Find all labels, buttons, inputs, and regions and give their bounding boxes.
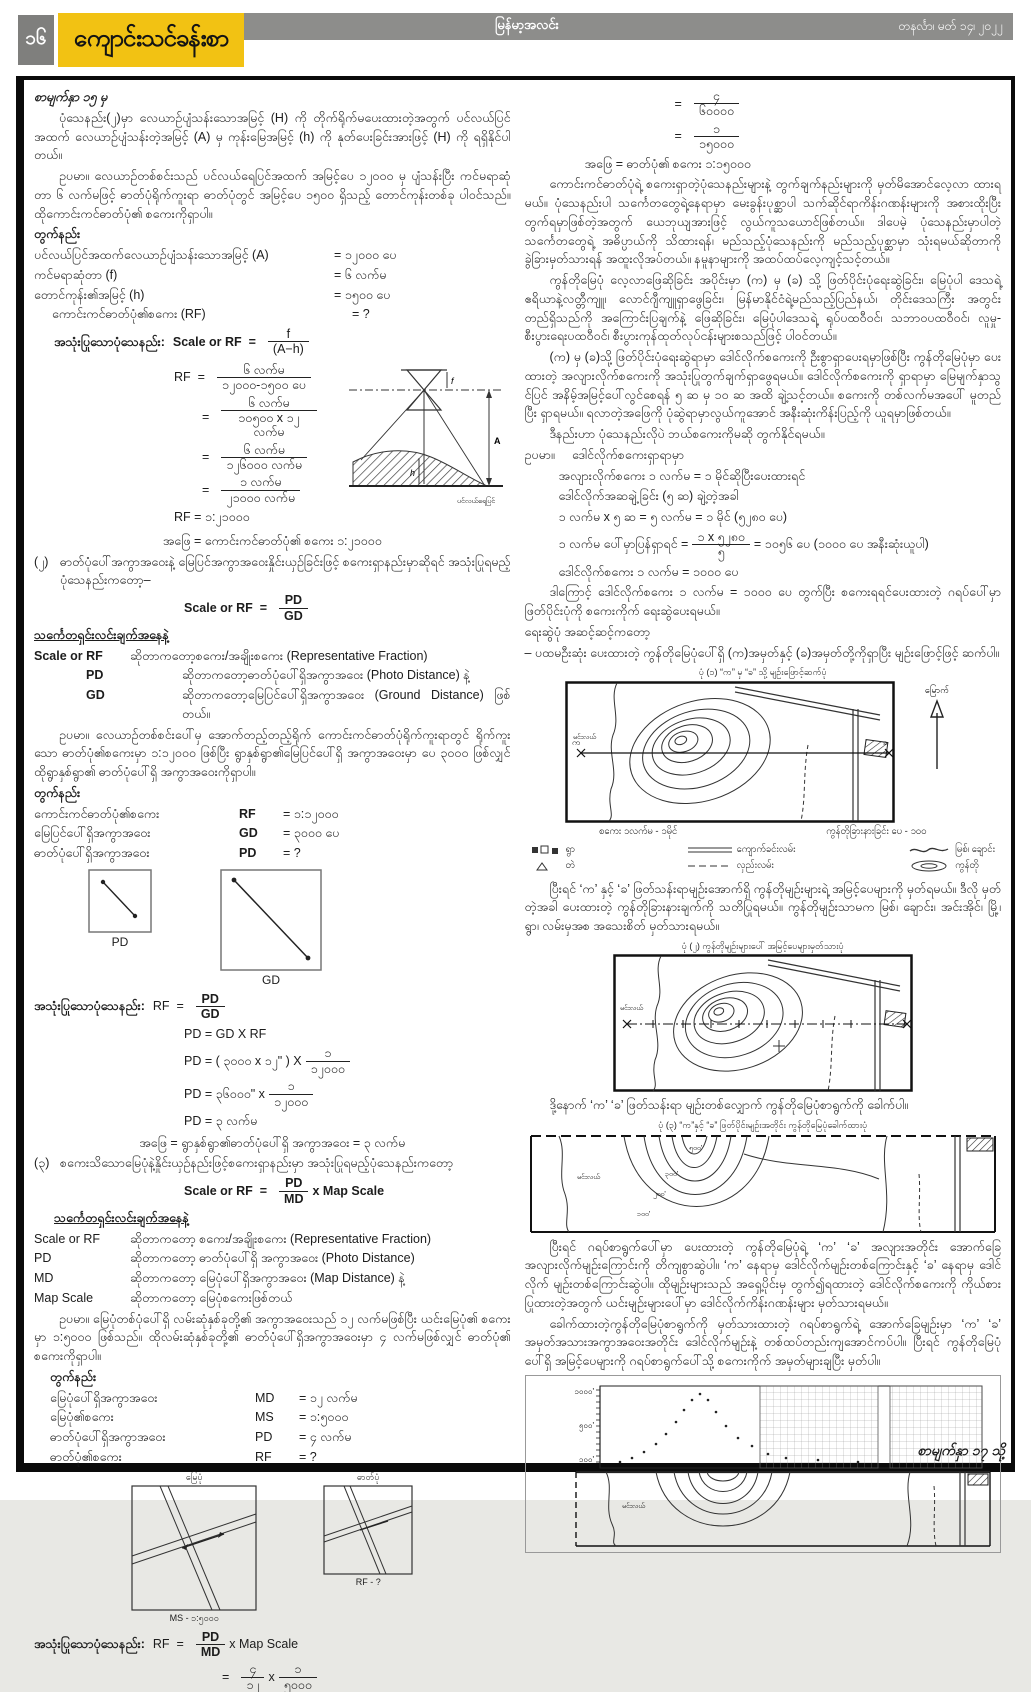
- paragraph: ဥပမာ။ လေယာဉ်တစ်စင်းသည် ပင်လယ်ရေပြင်အထက် အမြင့်ပေ ၁၂၀၀၀ မှ ပျံသန်းပြီး ကင်မရာဆုံတာ ၆ လက်မဖြင့် ဓာတ်ပုံရိုက်ကူးရာ ဓာတ်ပုံတွင် အမြင့်ပေ ၁၅၀၀ ရှိသည့် တောင်ကုန်းတစ်ခု ပါဝင်သည်။ ထိုကောင်းကင်ဓာတ်ပုံ၏ စကေးကိုရှာပါ။: [34, 169, 511, 221]
- equation-line: PD = ( ၃၀၀၀ x ၁၂" ) X $\frac{၁}{၁၂၀၀၀}$: [184, 1046, 511, 1076]
- method-heading: တွက်နည်း: [34, 785, 81, 800]
- equation-line: = $\frac{\text{၆ လက်မ}}{\text{၁၀၅၀၀ x ၁၂ လက်မ}}$: [202, 396, 321, 440]
- formula-line: အသုံးပြုသောပုံသေနည်း: RF = $\frac{PD}{GD}$: [34, 992, 511, 1022]
- photo-sketch-drawing: [322, 1484, 414, 1576]
- map-sketch: မြေပုံ MS - ၁:၅၀၀၀: [130, 1471, 258, 1626]
- contour-icon: [908, 860, 950, 872]
- answer-line: အဖြေ = ရွာနှစ်ရွာ၏ဓာတ်ပုံပေါ်ရှိ အကွာအဝေး = ၃ လက်မ: [139, 1135, 406, 1150]
- north-label: မြောက်: [924, 684, 949, 695]
- formula-line: Scale or RF = $\frac{PD}{MD}$ x Map Scale: [184, 1176, 385, 1206]
- given-row: ဓာတ်ပုံ၏စကေး RF = ?: [50, 1449, 317, 1464]
- map-scale-note: MS - ၁:၅၀၀၀: [169, 1613, 219, 1624]
- map-photo-sketches: [34, 1471, 511, 1626]
- paragraph: ကွန်တိုမြေပုံ လေ့လာဖြေဆိုခြင်း အပိုင်းမှာ (က) မှ (ခ) သို့ ဖြတ်ပိုင်းပုံရေးဆွဲခြင်း၊ မြေပုံပါ ဒေသရဲ့ ဧရိယာနဲ့လတ္တီကျူ၊ လောင်ဂျီကျူရှာဖွေခြင်း၊ မြန်မာနိုင်ငံရဲ့မည်သည့်ပြည်နယ်၊ တိုင်းဒေသကြီး အတွင်းတည်ရှိသည်ကို အကြောင်းပြချက်နဲ့ ဖြေဆိုခြင်း၊ မြေပုံပါဒေသရဲ့ ရုပ်ပထဝီဝင်၊ သဘာဝပထဝီဝင်၊ လူမှု-စီးပွားရေးပထဝီဝင်၊ စီးပွားကုန်ထုတ်လုပ်ငန်းများစသည်ဖြင့် ပါဝင်တယ်။: [524, 273, 1001, 344]
- contour-label: ၃၀၀': [664, 1170, 678, 1178]
- photo-distance-box: [88, 869, 152, 951]
- village-name-label: မင်းလယ်: [576, 1173, 600, 1181]
- figure-3: [525, 1119, 1002, 1234]
- given-row: ကောင်းကင်ဓာတ်ပုံ၏စကေး (RF) = ?: [52, 307, 370, 322]
- step-1: – ပထမဦးဆုံး ပေးထားတဲ့ ကွန်တိုမြေပုံပေါ်ရှိ (က)အမှတ်နှင့် (ခ)အမှတ်တို့ကိုရှာပြီး မျဉ်းဖြောင့်ဖြင့် ဆက်ပါ။: [524, 645, 1000, 660]
- paragraph: ဒါကြောင့် ဒေါင်လိုက်စကေး ၁ လက်မ = ၁၀၀၀ ပေ တွက်ပြီး စကေးရရင်ပေးထားတဲ့ ဂရပ်ပေါ်မှာ ဖြတ်ပိုင်းပုံကို စကေးကိုက် ရေးဆွဲပေးရမယ်။: [524, 585, 1001, 618]
- given-row: မြေပြင်ပေါ်ရှိအကွာအဝေး GD = ၃၀၀၀ ပေ: [34, 826, 340, 841]
- right-column: [524, 86, 1002, 1510]
- village-name-label: မင်းလယ်: [572, 733, 596, 741]
- figure-2-caption: ပုံ (၂) ကွန်တိုမျဉ်းများပေါ် အမြင့်ပေများမှတ်သားပုံ: [681, 940, 844, 951]
- hill-height-label: h: [409, 467, 415, 478]
- vscale-equation: ၁ လက်မ ပေါ်မှာပြန်ရှာရင် = $\frac{၁ x ၅၂၈၀}{၅}$ = ၁၀၅၆ ပေ (၁၀၀၀ ပေ အနီးဆုံးယူပါ): [558, 529, 929, 560]
- contour-label: ၁၀၀': [636, 1210, 650, 1218]
- contour-map-figure-2: [613, 954, 913, 1092]
- figure-1-legend: ရွာ တဲ ကျောက်ခင်းလမ်း လှည်းလမ်း မြစ်၊ ချောင်း ကွန်တို: [525, 841, 1002, 876]
- metalled-road-icon: [688, 846, 732, 854]
- elevation-label: ၅၀၀': [578, 1420, 594, 1430]
- gd-sketch: [220, 869, 322, 971]
- folded-contour-strip: [529, 1134, 997, 1234]
- contour-label: ၂၀၀': [652, 1190, 666, 1198]
- north-arrow: [913, 681, 961, 781]
- equation-line: = $\frac{\text{၁ လက်မ}}{\text{၂၁၀၀၀ လက်မ}}$: [202, 475, 321, 505]
- definition-row: Scale or RF ဆိုတာကတော့စကေး/အချိုးစကေး (Representative Fraction): [34, 648, 428, 663]
- village-name-label: မင်းလယ်: [621, 1502, 645, 1510]
- distance-boxes: [74, 869, 511, 989]
- fraction: $\frac{f}{(A-h)}$: [268, 327, 309, 357]
- page-number: ၁၆: [18, 15, 54, 65]
- left-column: [34, 86, 511, 1692]
- pd-sketch: [88, 869, 152, 933]
- vscale-line: ဒေါင်လိုက်စကေး ၁ လက်မ = ၁၀၀၀ ပေ: [558, 564, 739, 579]
- example-heading: ဥပမာ။ ဒေါင်လိုက်စကေးရှာရာမှာ: [524, 447, 685, 462]
- given-row: ကောင်းကင်ဓာတ်ပုံ၏စကေး RF = ၁:၁၂၀၀၀: [34, 806, 339, 821]
- section-2: (၂) ဓာတ်ပုံပေါ်အကွာအဝေးနဲ့ မြေပြင်အကွာအဝေးနှိုင်းယှဉ်ခြင်းဖြင့် စကေးရှာနည်းမှာဆိုရင် အသုံးပြုရမည့် ပုံသေနည်းကတော့–: [34, 554, 511, 588]
- example-paragraph: ဥပမာ။ မြေပုံတစ်ပုံပေါ်ရှိ လမ်းဆုံနှစ်ခုတို့၏ အကွာအဝေးသည် ၁၂ လက်မဖြစ်ပြီး ယင်းမြေပုံ၏ စကေးမှာ ၁:၅၀၀၀ ဖြစ်သည်။ ထိုလမ်းဆုံနှစ်ခုတို့၏ ဓာတ်ပုံပေါ်ရှိအကွာအဝေးမှာ ၄ လက်မဖြစ်လျှင် ဓာတ်ပုံ၏ စကေးကိုရှာပါ။: [34, 1311, 511, 1364]
- sea-level-label: ပင်လယ်ရေပြင်: [456, 497, 495, 505]
- continued-from: စာမျက်နှာ ၁၅ မှ: [34, 90, 108, 104]
- elevation-label: ၁၀၀၀': [574, 1386, 594, 1396]
- paragraph: (က) မှ (ခ)သို့ ဖြတ်ပိုင်းပုံရေးဆွဲရာမှာ ဒေါင်လိုက်စကေးကို ဦးစွာရှာပေးရမှာဖြစ်ပြီး ကွန်တိုမြေပုံမှာ ပေးထားတဲ့ အလျားလိုက်စကေးကို အသုံးပြုတွက်ချက်ရှာဖွေရမယ်။ ဒေါင်လိုက်စကေးကို ရှာရာမှာ မြေမျက်နှာသွင်ပြင် အနိမ့်အမြင့်ပေါ်လွင်စေရန် ၅ ဆ မှ ၁၀ ဆ အထိ ချဲ့သင့်တယ်။ စကေးကို တစ်လက်မအပေါ် မူတည်ပြီး ရှာရမယ်။ ရလာတဲ့အဖြေကို ပုံဆွဲရာမှာလွယ်ကူအောင် အနီးဆုံးကိန်းပြည့်ကို ယူရမှာဖြစ်တယ်။: [524, 350, 1001, 421]
- paragraph: ပုံသေနည်း(၂)မှာ လေယာဉ်ပျံသန်းသောအမြင့် (H) ကို တိုက်ရိုက်မပေးထားတဲ့အတွက် ပင်လယ်ပြင်အထက် လေယာဉ်ပျံသန်းတဲ့အမြင့် (A) မှ ကုန်းမြေအမြင့် (h) ကို နုတ်ပေးခြင်းအားဖြင့် (H) ကို ရရှိနိုင်ပါတယ်။: [34, 110, 511, 163]
- definition-row: MD ဆိုတာကတော့ မြေပုံပေါ်ရှိအကွာအဝေး (Map Distance) နဲ့: [34, 1271, 405, 1286]
- hut-icon: [531, 861, 561, 871]
- given-row: ကင်မရာဆုံတာ (f) = ၆ လက်မ: [34, 267, 387, 282]
- given-row: တောင်ကုန်း၏အမြင့် (h) = ၁၅၀၀ ပေ: [34, 287, 391, 302]
- point-a-label: က: [571, 737, 580, 747]
- masthead-title: မြန်မာ့အလင်း: [495, 17, 559, 32]
- vscale-line: အလျားလိုက်စကေး ၁ လက်မ = ၁ မိုင်ဆိုပြီးပေးထားရင်: [558, 468, 806, 483]
- figure-1-caption: ပုံ (၁) “က” မှ “ခ” သို့ မျဉ်းဖြောင့်ဆက်ပုံ: [698, 667, 827, 678]
- paragraph: ပြီးရင် ‘က’ နှင့် ‘ခ’ ဖြတ်သန်းရာမျဉ်းအောက်ရှိ ကွန်တိုမျဉ်းများရဲ့ အမြင့်ပေများကို မှတ်ရမယ်။ ဒီလို မှတ်တဲ့အခါ ပေးထားတဲ့ ကွန်တိုခြားနားချက်ကို သတိပြုရမယ်။ ကွန်တိုမျဉ်းသာမက မြစ်၊ ချောင်း၊ အင်းအိုင်၊ မြို့၊ ရွာ၊ လမ်းမှအစ အသေးစိတ် မှတ်သားရမယ်။: [524, 881, 1001, 933]
- symbols-heading: သင်္ကေတရှင်းလင်းချက်အနေနဲ့: [34, 627, 169, 642]
- definition-row: GD ဆိုတာကတော့မြေပြင်ပေါ်ရှိအကွာအဝေး (Ground Distance) ဖြစ်တယ်။: [86, 688, 511, 721]
- equation-line: RF = $\frac{\text{၆ လက်မ}}{\text{၁၂၀၀၀-၁၅၀၀ ပေ}}$: [174, 363, 321, 393]
- vscale-line: ဒေါင်လိုက်အဆချဲ့ခြင်း (၅ ဆ) ချဲ့တဲ့အခါ: [558, 489, 739, 504]
- stream-icon: [908, 845, 950, 855]
- photo-scale-note: RF - ?: [355, 1577, 381, 1588]
- village-icon: [531, 845, 561, 855]
- paragraph: ဒီနည်းဟာ ပုံသေနည်းလိုပဲ ဘယ်စကေးကိုမဆို တွက်နိုင်ရမယ်။: [549, 427, 825, 441]
- photo-sketch: ဓာတ်ပုံ RF - ?: [322, 1471, 414, 1590]
- formula-line: အသုံးပြုသောပုံသေနည်း: RF = $\frac{PD}{MD}$ x Map Scale: [34, 1629, 299, 1659]
- scale-text: စကေး ၁လက်မ - ၁မိုင်: [598, 825, 678, 837]
- gd-label: GD: [262, 972, 280, 987]
- vscale-line: ၁ လက်မ x ၅ ဆ = ၅ လက်မ = ၁ မိုင် (၅၂၈၀ ပေ): [558, 510, 788, 524]
- focal-length-label: f: [450, 375, 454, 386]
- aerial-photo-diagram: [339, 360, 511, 510]
- profile-graph-figure: [525, 1375, 1001, 1553]
- given-row: ဓာတ်ပုံပေါ်ရှိအကွာအဝေး PD = ?: [34, 846, 301, 861]
- cart-track-icon: [688, 862, 732, 870]
- formula-line: Scale or RF = $\frac{PD}{GD}$: [184, 593, 511, 623]
- issue-date: တနင်္လာ၊ မတ် ၁၄၊ ၂၀၂၂: [898, 18, 1003, 33]
- definition-row: PD ဆိုတာကတော့ဓာတ်ပုံပေါ်ရှိအကွာအဝေး (Photo Distance) နဲ့: [86, 668, 470, 683]
- equation-line: = $\frac{၁}{၁၅၀၀၀}$: [675, 122, 1002, 152]
- given-row: ပင်လယ်ပြင်အထက်လေယာဉ်ပျံသန်းသောအမြင့် (A) = ၁၂၀၀၀ ပေ: [34, 248, 397, 262]
- continued-to: စာမျက်နှာ ၁၇ သို့: [917, 1442, 1005, 1458]
- pd-label: PD: [111, 934, 129, 949]
- section-3: (၃) စကေးသိသောမြေပုံနဲ့နှိုင်းယှဉ်နည်းဖြင့်စကေးရှာနည်းမှာ အသုံးပြုရမည့်ပုံသေနည်းကတော့: [34, 1156, 454, 1171]
- given-row: မြေပုံပေါ်ရှိအကွာအဝေး MD = ၁၂ လက်မ: [50, 1390, 358, 1405]
- article-box: [16, 76, 1015, 1692]
- paragraph: ဒို့နောက် ‘က’ ‘ခ’ ဖြတ်သန်းရာ မျဉ်းတစ်လျှောက် ကွန်တိုမြေပုံစာရွက်ကို ခေါက်ပါ။: [549, 1098, 909, 1113]
- given-row: မြေပုံ၏စကေး MS = ၁:၅၀၀၀: [50, 1410, 349, 1425]
- altitude-label: A: [493, 435, 500, 446]
- definition-row: Map Scale ဆိုတာကတော့ မြေပုံစကေးဖြစ်တယ်: [34, 1290, 293, 1305]
- symbols-heading: သင်္ကေတရှင်းလင်းချက်အနေနဲ့: [54, 1210, 189, 1225]
- definition-row: Scale or RF ဆိုတာကတော့ စကေး/အချိုးစကေး (Representative Fraction): [34, 1231, 432, 1246]
- equation-line: = $\frac{၄}{၆၀၀၀၀}$: [675, 89, 1002, 119]
- paragraph: ပြီးရင် ဂရပ်စာရွက်ပေါ်မှာ ပေးထားတဲ့ ကွန်တိုမြေပုံရဲ့ ‘က’ ‘ခ’ အလျားအတိုင်း အောက်ခြေအလျားလိုက်မျဉ်းကြောင်းကို တိကျစွာဆွဲပါ။ ‘က’ နေရာမှ ဒေါင်လိုက်မျဉ်းတစ်ကြောင်းနှင့် ‘ခ’ နေရာမှ ဒေါင်လိုက် မျဉ်းတစ်ကြောင်းဆွဲပါ။ ထိုမျဉ်းများသည် အရှေ့ပိုင်းမှ တွက်၍ရထားတဲ့ ဒေါင်လိုက်စကေးကို ကိုယ်စားပြုထားတဲ့အတွက် ယင်းမျဉ်းများပေါ်မှာ ဒေါင်လိုက်ကိန်းဂဏန်းများ မှတ်သားရမယ်။: [524, 1239, 1001, 1310]
- contour-map-figure-1: [565, 681, 895, 823]
- point-b-label: ခ: [882, 737, 888, 747]
- equation-and-diagram: [34, 360, 511, 530]
- method-heading: တွက်နည်း: [50, 1369, 97, 1384]
- answer-line: အဖြေ = ဓာတ်ပုံ၏ စကေး ၁:၁၅၀၀၀: [584, 156, 751, 171]
- equation-line: PD = ၃၆၀၀၀" x $\frac{၁}{၁၂၀၀၀}$: [184, 1079, 511, 1109]
- equation-line: = $\frac{၄}{၁၂}$ x $\frac{၁}{၅၀၀၀}$: [222, 1662, 511, 1692]
- section-title: ကျောင်းသင်ခန်းစာ: [58, 13, 244, 67]
- example-paragraph: ဥပမာ။ လေယာဉ်တစ်စင်းပေါ်မှ အောက်တည့်တည့်ရိုက် ကောင်းကင်ဓာတ်ပုံရိုက်ကူးရာတွင် ရိုက်ကူးသော ဓာတ်ပုံ၏စကေးမှာ ၁:၁၂၀၀၀ ဖြစ်ပြီး ရွာနှစ်ရွာ၏မြေပြင်ပေါ်ရှိ အကွာအဝေးမှာ ပေ ၃၀၀၀ ဖြစ်လျှင် ထိုရွာနှစ်ရွာ၏ ဓာတ်ပုံပေါ်ရှိ အကွာအဝေးကိုရှာပါ။: [34, 727, 511, 780]
- equation-result: RF = ၁:၂၁၀၀၀: [174, 510, 250, 525]
- method-heading: တွက်နည်း: [34, 227, 81, 242]
- given-row: ဓာတ်ပုံပေါ်ရှိအကွာအဝေး PD = ၄ လက်မ: [50, 1430, 352, 1445]
- map-sketch-drawing: [130, 1484, 258, 1612]
- equation-line: PD = ၃ လက်မ: [184, 1113, 258, 1128]
- contour-label: ၅၀၀': [688, 1144, 702, 1152]
- formula-line: အသုံးပြုသောပုံသေနည်း: Scale or RF = $\frac{f}{(A-h)}$: [54, 327, 511, 357]
- steps-heading: ရေးဆွဲပုံ အဆင့်ဆင့်ကတော့: [524, 624, 651, 639]
- ground-distance-box: [220, 869, 322, 989]
- paragraph: ခေါက်ထားတဲ့ကွန်တိုမြေပုံစာရွက်ကို မှတ်သားထားတဲ့ ဂရပ်စာရွက်ရဲ့ အောက်ခြေမျဉ်းမှာ ‘က’ ‘ခ’ အမှတ်အသားအကွာအဝေးအတိုင်း ဒေါင်လိုက်မျဉ်းနဲ့ တစ်ထပ်တည်းကျအောင်ကပ်ပါ။ ပြီးရင် ကွန်တိုမြေပုံပေါ်ရှိ အမြင့်ပေများကို ဂရပ်စာရွက်ပေါ်သို့ စကေးကိုက် အမှတ်များချပြီး မှတ်ပါ။: [524, 1316, 1001, 1368]
- paragraph: ကောင်းကင်ဓာတ်ပုံရဲ့ စကေးရှာတဲ့ပုံသေနည်းများနဲ့ တွက်ချက်နည်းများကို မှတ်မိအောင်လေ့လာ ထားရမယ်။ ပုံသေနည်းပါ သင်္ကေတတွေရဲ့နေရာမှာ မေးခွန်းပုစ္ဆာပါ သက်ဆိုင်ရာကိန်းဂဏန်းများကို အစားထိုးပြီး တွက်ရမှာဖြစ်တဲ့အတွက် ယေဘုယျအားဖြင့် လွယ်ကူသယောင်ဖြစ်တယ်။ ဒါပေမဲ့ ပုံသေနည်းမှာပါတဲ့ သင်္ကေတတွေရဲ့ အဓိပ္ပာယ်ကို သိထားရန်၊ မည်သည့်ပုံသေနည်းကို မည်သည့်ပုစ္ဆာမှာ သုံးရမယ်ဆိုတာကို ခွဲခြားမှတ်သားရန် အထူးလိုအပ်တယ်။ နမူနာများကို အထပ်ထပ်လေ့ကျင့်သင့်တယ်။: [524, 177, 1001, 267]
- figure-1: [525, 666, 1002, 875]
- figure-1-scale-row: [525, 825, 1002, 839]
- equation-line: = $\frac{\text{၆ လက်မ}}{\text{၁၂၆၀၀၀ လက်မ}}$: [202, 443, 321, 473]
- definition-row: PD ဆိုတာကတော့ ဓာတ်ပုံပေါ်ရှိ အကွာအဝေး (Photo Distance): [34, 1251, 415, 1266]
- equation-line: PD = GD X RF: [184, 1026, 267, 1041]
- answer-line: အဖြေ = ကောင်းကင်ဓာတ်ပုံ၏ စကေး ၁:၂၁၀၀၀: [162, 533, 382, 548]
- contour-interval-text: ကွန်တိုခြားနားခြင်း ပေ - ၁၀၀: [826, 825, 927, 837]
- figure-2: [525, 940, 1002, 1093]
- figure-3-caption: ပုံ (၃) “က”နှင့် “ခ” ဖြတ်ပိုင်းမျဉ်းအတိုင်း ကွန်တိုမြေပုံခေါက်ထားပုံ: [658, 1120, 868, 1130]
- figure-4: [525, 1375, 1002, 1553]
- village-name-label: မင်းလယ်: [619, 1005, 643, 1013]
- masthead-bar: [120, 13, 1013, 40]
- elevation-label: ၁၀၀': [578, 1454, 594, 1464]
